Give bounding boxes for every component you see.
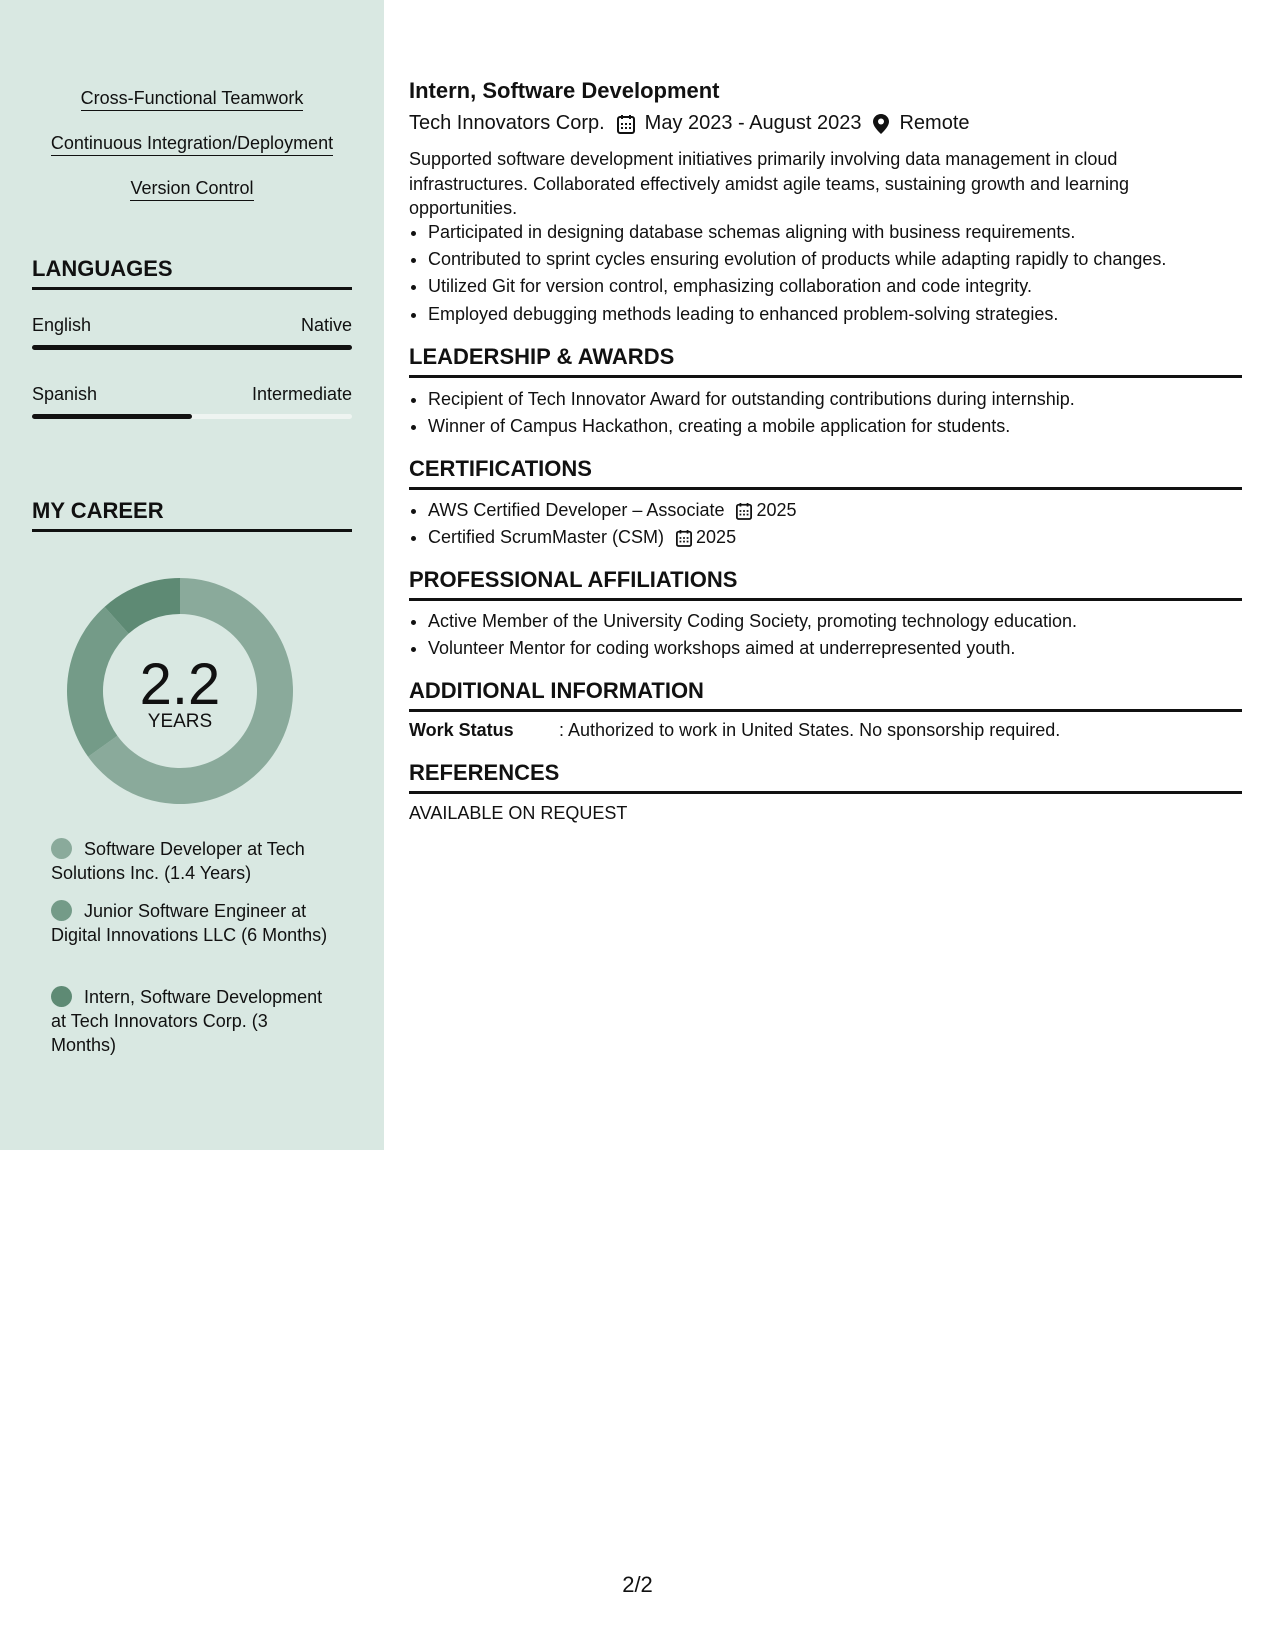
affiliations-list (409, 608, 1261, 662)
page-number: 2/2 (622, 1572, 653, 1597)
list-item (428, 524, 1261, 551)
job-title: Intern, Software Development (409, 78, 720, 103)
legend-dot (51, 838, 72, 859)
calendar-icon (736, 502, 752, 520)
career-total: 2.2 (139, 652, 221, 717)
legend-dot (51, 986, 72, 1007)
job-company: Tech Innovators Corp. (409, 112, 605, 134)
section-heading: REFERENCES (409, 760, 1242, 794)
skill-item: Version Control (0, 178, 384, 199)
career-unit: YEARS (147, 711, 213, 732)
legend-dot (51, 900, 72, 921)
references-text: AVAILABLE ON REQUEST (409, 803, 628, 823)
career-legend-item: Intern, Software Development at Tech Innovators Corp. (3 Months) (51, 987, 323, 1055)
work-status-value: : Authorized to work in United States. No sponsorship required. (559, 720, 1061, 740)
career-legend-item: Junior Software Engineer at Digital Innovations LLC (6 Months) (51, 901, 328, 945)
certifications-list (409, 497, 1261, 551)
languages-heading: LANGUAGES (32, 256, 352, 290)
skill-item: Continuous Integration/Deployment (0, 133, 384, 154)
job-bullets (409, 219, 1261, 328)
skill-item: Cross-Functional Teamwork (0, 88, 384, 109)
list-item: • Utilized Git for version control, emphasizing collaboration and code integrity. (428, 273, 1261, 300)
language-bar-fill (32, 345, 352, 350)
list-item: • Winner of Campus Hackathon, creating a mobile application for students. (428, 413, 1261, 440)
language-row (32, 315, 352, 336)
language-bar (32, 414, 352, 419)
language-bar (32, 345, 352, 350)
work-status-label: Work Status (409, 720, 514, 740)
list-item: • Active Member of the University Coding Society, promoting technology education. (428, 608, 1261, 635)
language-row (32, 384, 352, 405)
sidebar (0, 0, 384, 1150)
job-meta (409, 112, 970, 135)
section-heading: CERTIFICATIONS (409, 456, 1242, 490)
language-level: Intermediate (251, 384, 352, 404)
work-status-row (409, 720, 1060, 741)
career-heading: MY CAREER (32, 498, 352, 532)
job-dates: May 2023 - August 2023 (644, 112, 862, 134)
career-donut-chart (66, 577, 294, 805)
calendar-icon (676, 529, 692, 547)
section-heading: PROFESSIONAL AFFILIATIONS (409, 567, 1242, 601)
leadership-list (409, 386, 1261, 440)
list-item: • Recipient of Tech Innovator Award for outstanding contributions during internship. (428, 386, 1261, 413)
list-item: • Volunteer Mentor for coding workshops aimed at underrepresented youth. (428, 635, 1261, 662)
cert-year: 2025 (756, 500, 797, 520)
job-location: Remote (899, 112, 970, 134)
cert-name: • Certified ScrumMaster (CSM) (428, 527, 665, 548)
language-name: English (32, 315, 92, 335)
job-summary: Supported software development initiatives primarily involving data management in cloud infrastructures. Collaborated effectively amidst agile teams, sustaining growth and learning opportunities. (409, 149, 1130, 218)
section-heading: LEADERSHIP & AWARDS (409, 344, 1242, 378)
language-bar-fill (32, 414, 192, 419)
list-item: • Participated in designing database schemas aligning with business requirements. (428, 219, 1261, 246)
cert-year: 2025 (696, 527, 737, 548)
language-level: Native (300, 315, 352, 335)
location-pin-icon (873, 114, 889, 134)
section-heading: ADDITIONAL INFORMATION (409, 678, 1242, 712)
career-legend-item: Software Developer at Tech Solutions Inc. (1.4 Years) (51, 839, 305, 883)
language-name: Spanish (32, 384, 98, 404)
calendar-icon (617, 114, 635, 134)
list-item: • Contributed to sprint cycles ensuring evolution of products while adapting rapidly to changes. (428, 246, 1261, 273)
list-item (428, 497, 1261, 524)
list-item: • Employed debugging methods leading to enhanced problem-solving strategies. (428, 301, 1261, 328)
cert-name: • AWS Certified Developer – Associate (428, 500, 725, 520)
